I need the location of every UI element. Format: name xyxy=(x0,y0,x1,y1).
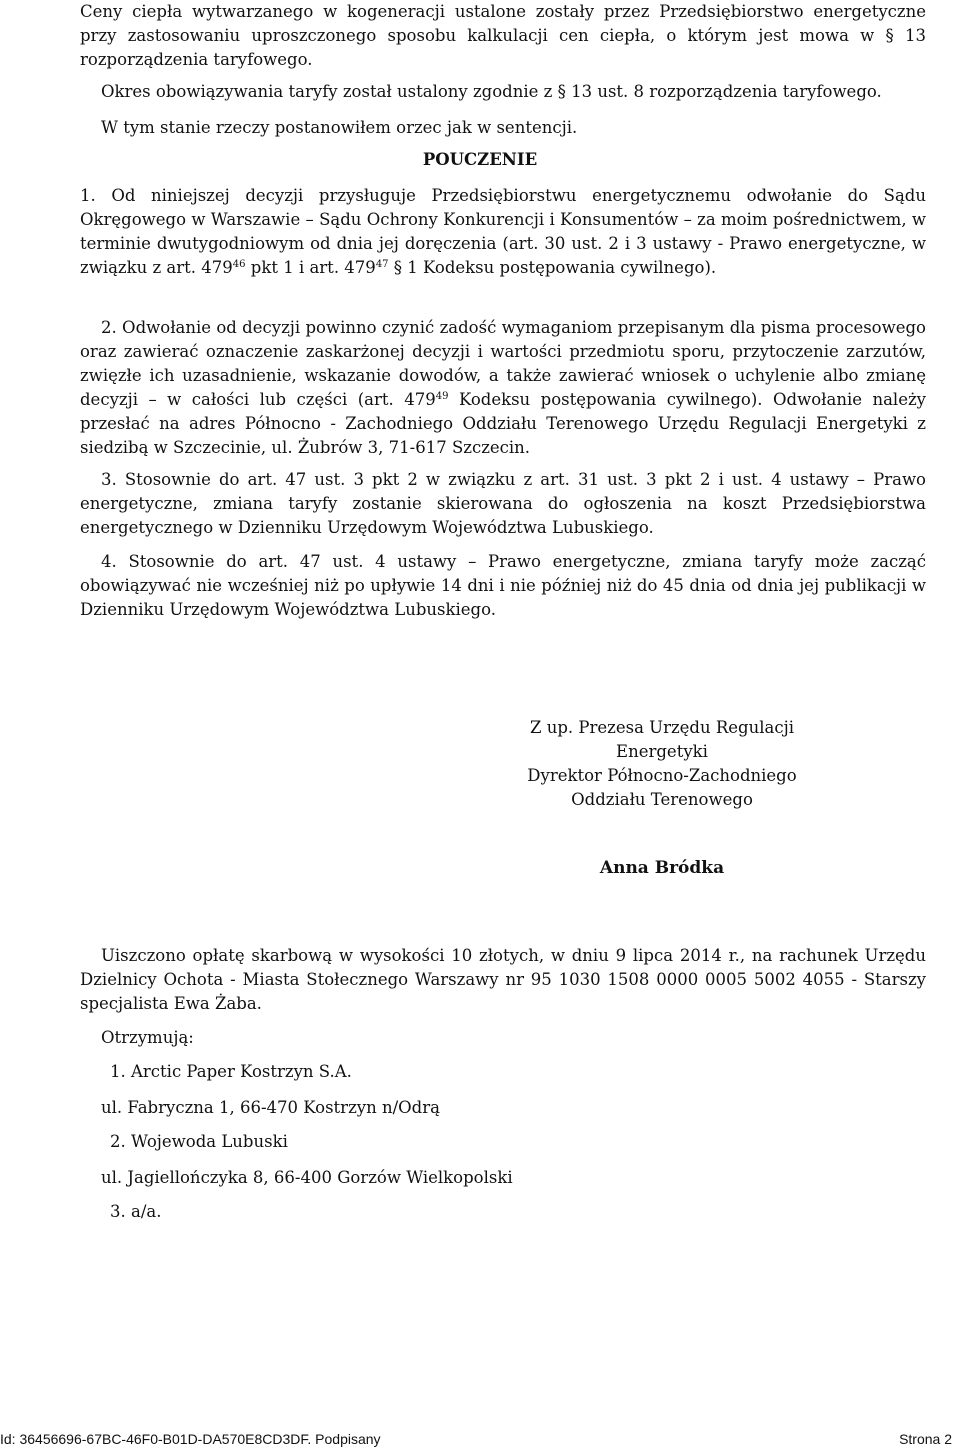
recipient-3: 3. a/a. xyxy=(110,1202,162,1221)
ruling-sentence: W tym stanie rzeczy postanowiłem orzec jak w sentencji. xyxy=(101,118,578,137)
signature-line-4: Oddziału Terenowego xyxy=(571,790,753,809)
item-2-superscript: 49 xyxy=(435,391,449,402)
fee-paragraph xyxy=(80,944,926,1016)
recipient-2: 2. Wojewoda Lubuski xyxy=(110,1132,288,1151)
item-1-text-b: pkt 1 i art. 479 xyxy=(245,258,376,277)
item-3-text: 3. Stosownie do art. 47 ust. 3 pkt 2 w związku z art. 31 ust. 3 pkt 2 i ust. 4 ustawy – Prawo energetyczne, zmiana taryfy zostanie skierowana do ogłoszenia na koszt Przedsiębiorstwa energetycznego w Dzienniku Urzędowym Województwa Lubuskiego. xyxy=(80,470,926,537)
recipient-1: 1. Arctic Paper Kostrzyn S.A. xyxy=(110,1062,352,1081)
signature-line-3: Dyrektor Północno-Zachodniego xyxy=(527,766,797,785)
recipients-label: Otrzymują: xyxy=(101,1028,194,1047)
item-1-text-a: 1. Od niniejszej decyzji przysługuje Przedsiębiorstwu energetycznemu odwołanie do Sądu Okręgowego w Warszawie – Sądu Ochrony Konkurencji i Konsumentów – za moim pośrednictwem, w terminie dwutygodniowym od dnia jej doręczenia (art. 30 ust. 2 i 3 ustawy - Prawo energetyczne, w związku z art. 479 xyxy=(80,186,926,277)
signature-line-2: Energetyki xyxy=(616,742,708,761)
instruction-item-2 xyxy=(80,316,926,460)
page-number: Strona 2 xyxy=(899,1431,952,1447)
intro-paragraph: Ceny ciepła wytwarzanego w kogeneracji ustalone zostały przez Przedsiębiorstwo energetyczne przy zastosowaniu uproszczonego sposobu kalkulacji cen ciepła, o którym jest mowa w § 13 rozporządzenia taryfowego. xyxy=(80,2,926,69)
item-1-superscript-2: 47 xyxy=(375,259,389,270)
signer-name: Anna Bródka xyxy=(599,858,725,878)
fee-text: Uiszczono opłatę skarbową w wysokości 10 złotych, w dniu 9 lipca 2014 r., na rachunek Urzędu Dzielnicy Ochota - Miasta Stołecznego Warszawy nr 95 1030 1508 0000 0005 5002 4055 - Starszy specjalista Ewa Żaba. xyxy=(80,946,926,1013)
validity-sentence: Okres obowiązywania taryfy został ustalony zgodnie z § 13 ust. 8 rozporządzenia taryfowego. xyxy=(101,82,882,101)
item-1-superscript-1: 46 xyxy=(232,259,246,270)
item-1-text-c: § 1 Kodeksu postępowania cywilnego). xyxy=(388,258,717,277)
signature-line-1: Z up. Prezesa Urzędu Regulacji xyxy=(530,718,794,737)
item-2-text-a: 2. Odwołanie od decyzji powinno czynić zadość wymaganiom przepisanym dla pisma procesowego oraz zawierać oznaczenie zaskarżonej decyzji i wartości przedmiotu sporu, przytoczenie zarzutów, zwięzłe ich uzasadnienie, wskazanie dowodów, a także zawierać wniosek o uchylenie albo zmianę decyzji – w całości lub części (art. 479 xyxy=(80,318,926,409)
recipient-1-address: ul. Fabryczna 1, 66-470 Kostrzyn n/Odrą xyxy=(101,1098,440,1117)
document-id-footer: Id: 36456696-67BC-46F0-B01D-DA570E8CD3DF. Podpisany xyxy=(0,1431,381,1447)
instruction-item-4 xyxy=(80,550,926,622)
item-4-text: 4. Stosownie do art. 47 ust. 4 ustawy – Prawo energetyczne, zmiana taryfy może zacząć obowiązywać nie wcześniej niż po upływie 14 dni i nie później niż do 45 dnia od dnia jej publikacji w Dzienniku Urzędowym Województwa Lubuskiego. xyxy=(80,552,926,619)
instruction-item-1 xyxy=(80,184,926,280)
section-heading: POUCZENIE xyxy=(422,150,538,169)
recipient-2-address: ul. Jagiellończyka 8, 66-400 Gorzów Wielkopolski xyxy=(101,1168,513,1187)
item-2-text-b: Kodeksu postępowania cywilnego). Odwołanie należy przesłać na adres Północno - Zachodniego Oddziału Terenowego Urzędu Regulacji Energetyki z siedzibą w Szczecinie, ul. Żubrów 3, 71-617 Szczecin. xyxy=(80,390,926,457)
instruction-item-3 xyxy=(80,468,926,540)
